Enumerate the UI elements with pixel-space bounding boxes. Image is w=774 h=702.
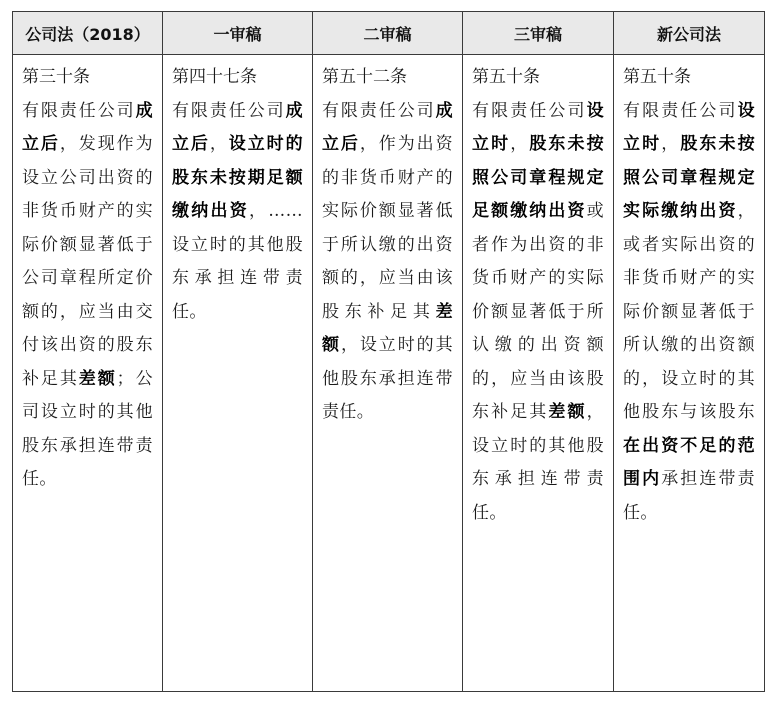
article-number: 第四十七条 [172,67,257,87]
text-run: ，发现作为设立公司出资的非货币财产的实际价额显著低于公司章程所定价额的，应当由交付该出资的股东补足其 [22,134,153,389]
text-run: ，或者实际出资的非货币财产的实际价额显著低于所认缴的出资额的，设立时的其他股东与该股东 [623,201,755,422]
cell-second-draft [313,55,463,692]
text-run: ， [209,134,229,154]
header-row [13,12,765,55]
cell-third-draft [463,55,614,692]
article-number: 第五十二条 [322,67,407,87]
header-second-draft: 二审稿 [313,12,463,55]
emphasis-text: 股东未按照公司章程规定足额缴纳出资 [472,134,604,221]
header-third-draft: 三审稿 [463,12,614,55]
text-run: 有限责任公司 [22,100,136,121]
text-run: ，设立时的其他股东承担连带责任。 [322,335,453,422]
header-first-draft: 一审稿 [163,12,313,55]
cell-first-draft [163,55,313,692]
emphasis-text: 成立后 [22,100,153,154]
article-number: 第五十条 [623,67,691,87]
emphasis-text: 成立后 [172,100,303,154]
emphasis-text: 差额 [78,368,117,389]
text-run: 有限责任公司 [472,100,587,121]
header-new-company-law: 新公司法 [614,12,765,55]
emphasis-text: 设立时 [472,100,604,154]
header-company-law-2018: 公司法（2018） [13,12,163,55]
cell-new-company-law [614,55,765,692]
article-text [322,95,453,430]
emphasis-text: 股东未按照公司章程规定实际缴纳出资 [623,134,755,221]
table-header [13,12,765,55]
text-run: ，作为出资的非货币财产的实际价额显著低于所认缴的出资额的，应当由该股东补足其 [322,134,453,322]
emphasis-text: 成立后 [322,100,453,154]
table-row [13,55,765,692]
article-text [22,95,153,497]
emphasis-text: 差额 [548,402,587,422]
article-number: 第三十条 [22,67,90,87]
article-number: 第五十条 [472,67,540,87]
text-run: 有限责任公司 [172,100,286,121]
text-run: 承担连带责任。 [623,469,755,523]
text-run: ；公司设立时的其他股东承担连带责任。 [22,368,153,489]
emphasis-text: 设立时的股东未按期足额缴纳出资 [172,134,303,221]
article-text [623,95,755,531]
emphasis-text: 在出资不足的范围内 [623,435,755,489]
text-run: 有限责任公司 [322,100,436,121]
comparison-table [12,11,765,692]
text-run: ，……设立时的其他股东承担连带责任。 [172,201,303,322]
table-body [13,55,765,692]
text-run: ，设立时的其他股东承担连带责任。 [472,402,604,523]
text-run: ， [510,134,530,154]
article-text [472,95,604,531]
text-run: 有限责任公司 [623,100,738,121]
text-run: 或者作为出资的非货币财产的实际价额显著低于所认缴的出资额的，应当由该股东补足其 [472,201,604,422]
text-run: ， [661,134,681,154]
article-text [172,95,303,330]
emphasis-text: 设立时 [623,100,755,154]
cell-company-law-2018 [13,55,163,692]
emphasis-text: 差额 [322,301,453,355]
